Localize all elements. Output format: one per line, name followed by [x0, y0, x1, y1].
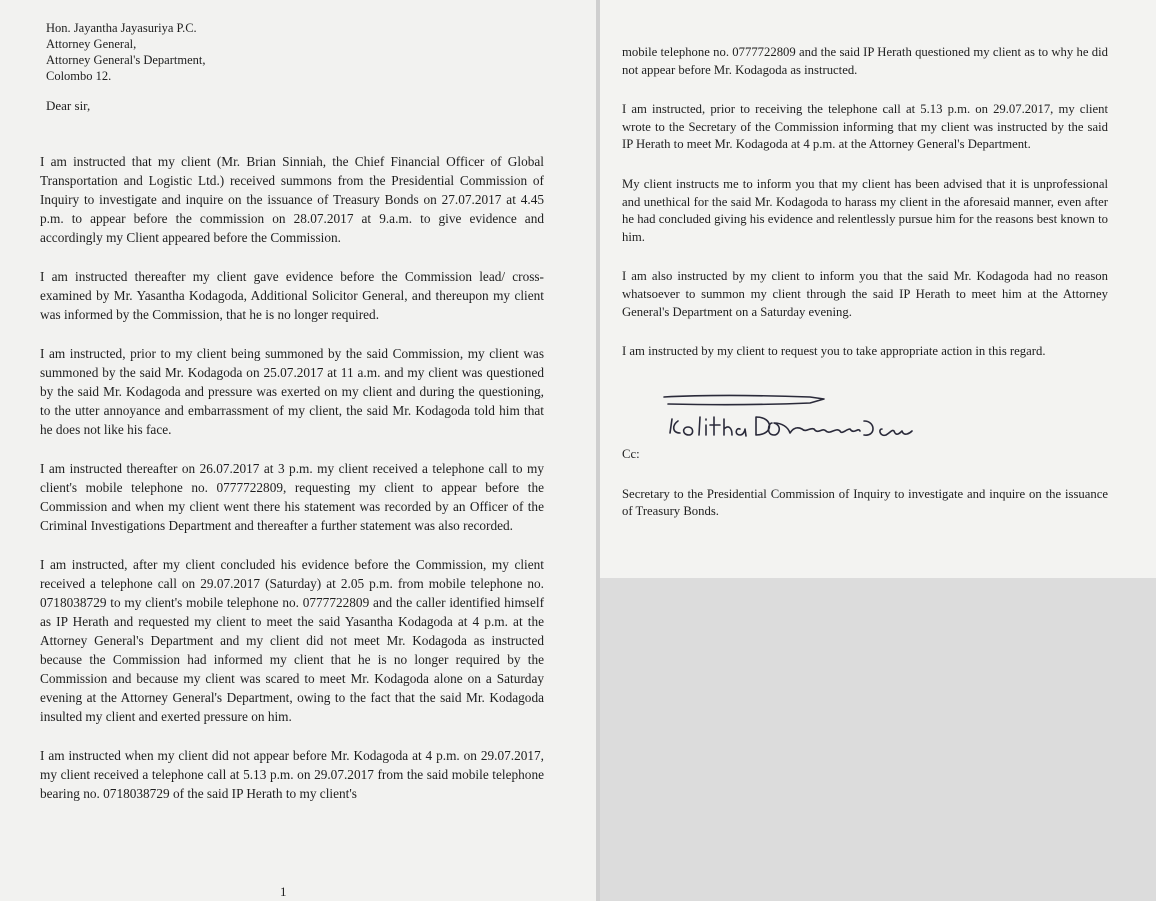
body-paragraph: I am instructed, prior to receiving the telephone call at 5.13 p.m. on 29.07.2017, my client wrote to the Secretary of the Commission informing that my client was instructed by the said IP Herath to meet Mr. Kodagoda at 4 p.m. at the Attorney General's Department.: [622, 102, 1108, 152]
body-paragraph: I am instructed that my client (Mr. Brian Sinniah, the Chief Financial Officer of Global Transportation and Logistic Ltd.) received summons from the Presidential Commission of Inquiry to investigate and inquire on the issuance of Treasury Bonds on 27.07.2017 at 4.45 p.m. to appear before the commission on 28.07.2017 at 9.a.m. to give evidence and accordingly my Client appeared before the Commission.: [40, 154, 544, 245]
body-paragraph: mobile telephone no. 0777722809 and the said IP Herath questioned my client as to why he did not appear before Mr. Kodagoda as instructed.: [622, 45, 1108, 77]
body-paragraph: I am instructed thereafter on 26.07.2017 at 3 p.m. my client received a telephone call to my client's mobile telephone no. 0777722809, requesting my client to appear before the Commission and when my client went there his statement was recorded by an Officer of the Criminal Investigations Department and thereafter a further statement was also recorded.: [40, 461, 544, 533]
address-line: Attorney General's Department,: [46, 53, 206, 67]
body-paragraph: I am instructed by my client to request you to take appropriate action in this regard.: [622, 344, 1046, 359]
signature-icon: [642, 383, 942, 447]
letter-page-2: [600, 0, 1156, 578]
page-number: 1: [280, 884, 287, 899]
body-paragraph: My client instructs me to inform you that my client has been advised that it is unprofessional and unethical for the said Mr. Kodagoda to harass my client in the aforesaid manner, even after he had concluded giving his evidence and relentlessly pursue him for the reasons best known to him.: [622, 176, 1108, 244]
salutation: Dear sir,: [46, 98, 91, 113]
body-paragraph: I am instructed, after my client concluded his evidence before the Commission, my client received a telephone call on 29.07.2017 (Saturday) at 2.05 p.m. from mobile telephone no. 0718038729 to my client's mobile telephone no. 0777722809 and the caller identified himself as IP Herath and requested my client to meet the said Yasantha Kodagoda at 4 p.m. at the Attorney General's Department and my client did not meet Mr. Kodagoda as instructed because the Commission had informed my client that he is no longer required by the Commission and because my client was scared to meet Mr. Kodagoda alone on a Saturday evening at the Attorney General's Department, owing to the fact that the said Mr. Kodagoda insulted my client and exerted pressure on him.: [40, 557, 544, 724]
cc-label: Cc:: [622, 446, 640, 461]
body-paragraph: I am instructed, prior to my client being summoned by the said Commission, my client was summoned by the said Mr. Kodagoda on 25.07.2017 at 11 a.m. and my client was questioned by the said Mr. Kodagoda and pressure was exerted on my client and during the questioning, to the utter annoyance and embarrassment of my client, the said Mr. Kodagoda told him that he does not like his face.: [40, 346, 544, 437]
handwritten-signature: [642, 383, 1108, 447]
body-paragraph: I am instructed thereafter my client gave evidence before the Commission lead/ cross-examined by Mr. Yasantha Kodagoda, Additional Solicitor General, and thereupon my client was informed by the Commission, that he is no longer required.: [40, 269, 544, 322]
body-paragraph: I am also instructed by my client to inform you that the said Mr. Kodagoda had no reason whatsoever to summon my client through the said IP Herath to meet him at the Attorney General's Department on a Saturday evening.: [622, 269, 1108, 319]
recipient-address: [46, 20, 544, 84]
body-paragraph: I am instructed when my client did not appear before Mr. Kodagoda at 4 p.m. on 29.07.2017, my client received a telephone call at 5.13 p.m. on 29.07.2017 from the said mobile telephone bearing no. 0718038729 of the said IP Herath to my client's: [40, 748, 544, 801]
address-line: Hon. Jayantha Jayasuriya P.C.: [46, 21, 197, 35]
address-line: Colombo 12.: [46, 69, 112, 83]
cc-recipient: Secretary to the Presidential Commission of Inquiry to investigate and inquire on the issuance of Treasury Bonds.: [622, 486, 1108, 519]
address-line: Attorney General,: [46, 37, 137, 51]
